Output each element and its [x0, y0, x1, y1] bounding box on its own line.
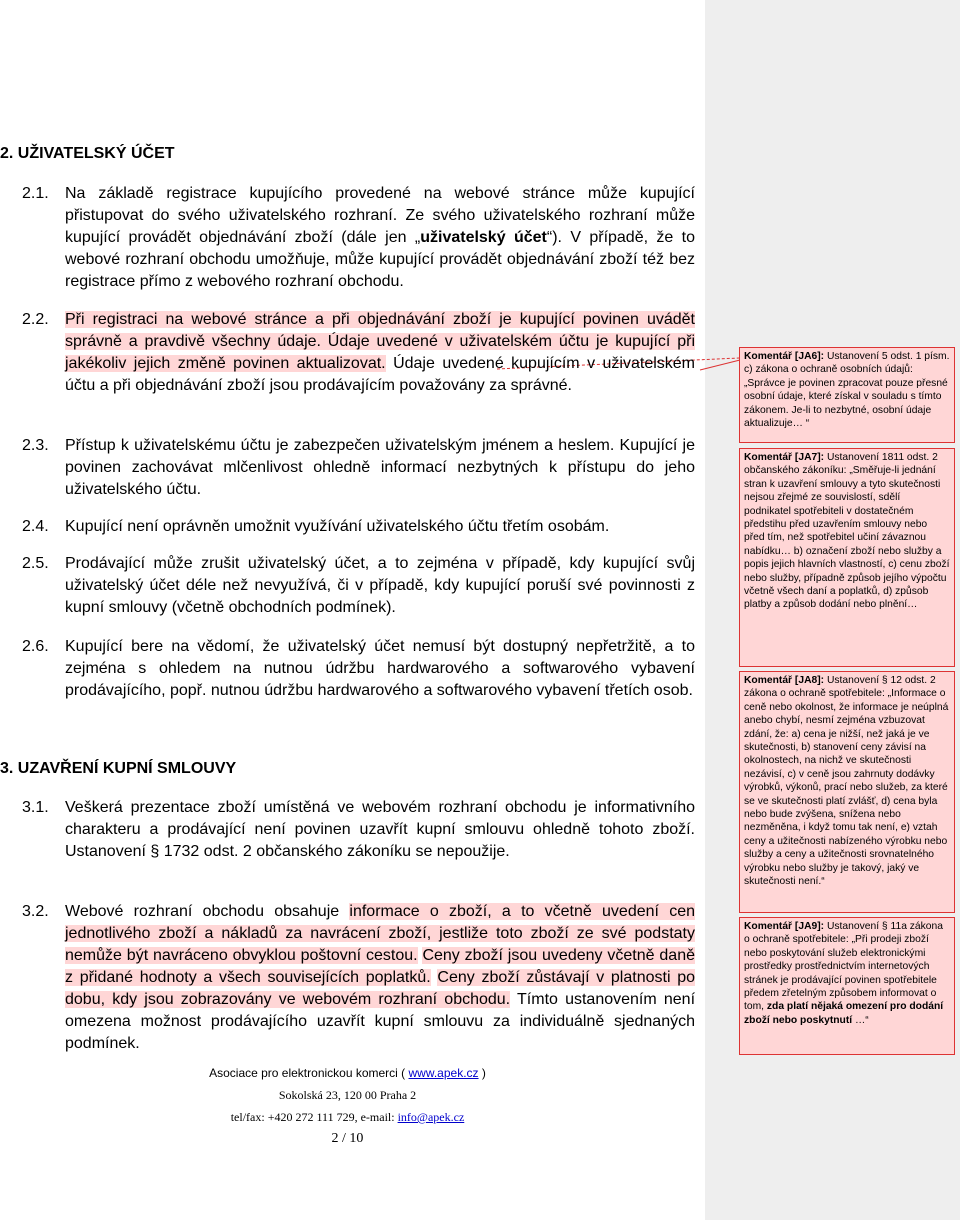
paragraph-number: 2.2.: [22, 311, 49, 328]
footer-website-link[interactable]: www.apek.cz: [408, 1066, 479, 1080]
footer-contact: tel/fax: +420 272 111 729, e-mail: info@apek.cz: [230, 1110, 465, 1124]
comment-text: Ustanovení 1811 odst. 2 občanského zákoníku: „Směřuje-li jednání stran k uzavření smlouvy a tyto skutečnosti nejsou zřejmé ze souvislostí, sdělí podnikatel spotřebiteli v dostatečném předstihu před uzavřením smlouvy nebo před tím, než spotřebitel učiní závaznou nabídku… b) označení zboží nebo služby a popis jejich hlavních vlastností, c) cenu zboží nebo služby, případně způsob jejího výpočtu včetně všech daní a poplatků, d) způsob platby a způsob dodání nebo plnění…: [744, 452, 950, 611]
paragraph-2-2: 2.2. Při registraci na webové stránce a při objednávání zboží je kupující povinen uvádět správně a pravdivě všechny údaje. Údaje uvedené v uživatelském účtu je kupující při jakékoliv jejich změně povinen aktualizovat. Údaje uvedené kupujícím v uživatelském účtu a při objednávání zboží jsou prodávajícím považovány za správné.: [22, 311, 696, 394]
paragraph-number: 2.1.: [22, 185, 49, 202]
comment-ja6[interactable]: [739, 347, 955, 443]
commented-text-ja6[interactable]: Při registraci na webové stránce a při objednávání zboží je kupující povinen uvádět správně a pravdivě všechny údaje. Údaje uvedené v uživatelském účtu je kupující při jakékoliv jejich změně povinen aktualizovat.: [65, 311, 695, 372]
footer-organization: Asociace pro elektronickou komerci ( www.apek.cz ): [209, 1066, 486, 1080]
comment-tail: …“: [852, 1014, 869, 1026]
paragraph-2-1: 2.1. Na základě registrace kupujícího provedené na webové stránce může kupující přistupovat do svého uživatelského rozhraní. Ze svého uživatelského rozhraní může kupující provádět objednávání zboží (dále jen „uživatelský účet“). V případě, že to webové rozhraní obchodu umožňuje, může kupující provádět objednávání zboží též bez registrace přímo z webového rozhraní obchodu.: [22, 185, 695, 290]
comment-bold-text: zda platí nějaká omezení pro dodání zboží nebo poskytnutí: [744, 1001, 944, 1026]
footer-address: Sokolská 23, 120 00 Praha 2: [278, 1088, 417, 1102]
commented-text-ja7[interactable]: informace o zboží, a to včetně uvedení cen jednotlivého zboží a nákladů za navrácení zboží, jestliže toto zboží ze své podstaty nemůže být navráceno obvyklou poštovní cestou.: [65, 903, 695, 964]
page-number: 2 / 10: [331, 1131, 364, 1146]
paragraph-number: 3.1.: [22, 799, 49, 816]
paragraph-number: 2.3.: [22, 437, 49, 454]
comment-label: Komentář [JA7]:: [744, 452, 825, 463]
comment-label: Komentář [JA9]:: [744, 921, 825, 932]
section-3-heading: 3. UZAVŘENÍ KUPNÍ SMLOUVY: [0, 760, 237, 777]
paragraph-number: 2.5.: [22, 555, 49, 572]
comment-ja8[interactable]: [739, 671, 955, 913]
comment-text: Ustanovení § 12 odst. 2 zákona o ochraně spotřebitele: „Informace o ceně nebo okolnost, že informace je neúplná anebo chybí, nesmí zejména vzbuzovat zdání, že: a) cena je nižší, než jaká je ve skutečnosti, b) stanovení ceny závisí na okolnostech, na nichž ve skutečnosti nezávisí, c) v ceně jsou zahrnuty dodávky výrobků, výkonů, prací nebo služeb, za které se ve skutečnosti platí zvlášť, d) cena byla nebo bude zvýšena, snížena nebo nezměněna, i když tomu tak není, e) vztah ceny a užitečnosti nabízeného výrobku nebo služby a ceny a užitečnosti srovnatelného výrobku nebo služby je takový, jaký ve skutečnosti není.“: [744, 675, 949, 888]
comment-ja9[interactable]: [739, 917, 955, 1055]
paragraph-number: 2.4.: [22, 518, 49, 535]
commented-text-ja8[interactable]: Ceny zboží jsou uvedeny včetně daně z přidané hodnoty a všech souvisejících poplatků.: [65, 947, 695, 986]
comment-text: Ustanovení § 11a zákona o ochraně spotřebitele: „Při prodeji zboží nebo poskytování služeb elektronickými prostředky prostřednictvím internetových stránek je prodávající povinen spotřebitele předem zřetelným způsobem informovat o tom,: [744, 921, 943, 1013]
paragraph-number: 3.2.: [22, 903, 49, 920]
paragraph-number: 2.6.: [22, 638, 49, 655]
paragraph-2-6: 2.6. Kupující bere na vědomí, že uživatelský účet nemusí být dostupný nepřetržitě, a to zejména s ohledem na nutnou údržbu hardwarového a softwarového vybavení prodávajícího, popř. nutnou údržbu hardwarového a softwarového vybavení třetích osob.: [22, 638, 695, 699]
paragraph-2-4: 2.4. Kupující není oprávněn umožnit využívání uživatelského účtu třetím osobám.: [0, 516, 695, 538]
section-2-heading: 2. UŽIVATELSKÝ ÚČET: [0, 145, 175, 162]
paragraph-2-5: 2.5. Prodávající může zrušit uživatelský účet, a to zejména v případě, kdy kupující svůj uživatelský účet déle než nevyužívá, či v případě, kdy kupující poruší své povinnosti z kupní smlouvy (včetně obchodních podmínek).: [22, 555, 695, 616]
comment-ja7[interactable]: [739, 448, 955, 667]
footer-email-link[interactable]: info@apek.cz: [397, 1110, 465, 1124]
comment-text: Ustanovení 5 odst. 1 písm. c) zákona o ochraně osobních údajů: „Správce je povinen zpracovat pouze přesné osobní údaje, které získal v souladu s tímto zákonem. Je-li to nezbytné, osobní údaje aktualizuje… “: [744, 351, 950, 430]
paragraph-3-1: 3.1. Veškerá prezentace zboží umístěná ve webovém rozhraní obchodu je informativního charakteru a prodávající není povinen uzavřít kupní smlouvu ohledně tohoto zboží. Ustanovení § 1732 odst. 2 občanského zákoníku se nepoužije.: [22, 799, 695, 860]
paragraph-2-3: 2.3. Přístup k uživatelskému účtu je zabezpečen uživatelským jménem a heslem. Kupující je povinen zachovávat mlčenlivost ohledně informací nezbytných k přístupu do jeho uživatelského účtu.: [22, 437, 695, 498]
comment-label: Komentář [JA6]:: [744, 351, 825, 362]
commented-text-ja9[interactable]: Ceny zboží zůstávají v platnosti po dobu, kdy jsou zobrazovány ve webovém rozhraní obchodu.: [65, 969, 695, 1008]
comment-label: Komentář [JA8]:: [744, 675, 825, 686]
defined-term: uživatelský účet: [420, 229, 547, 246]
paragraph-3-2: 3.2. Webové rozhraní obchodu obsahuje informace o zboží, a to včetně uvedení cen jednotlivého zboží a nákladů za navrácení zboží, jestliže toto zboží ze své podstaty nemůže být navráceno obvyklou poštovní cestou. Ceny zboží jsou uvedeny včetně daně z přidané hodnoty a všech souvisejících poplatků. Ceny zboží zůstávají v platnosti po dobu, kdy jsou zobrazovány ve webovém rozhraní obchodu. Tímto ustanovením není omezena možnost prodávajícího uzavřít kupní smlouvu za individuálně sjednaných podmínek.: [22, 903, 696, 1052]
